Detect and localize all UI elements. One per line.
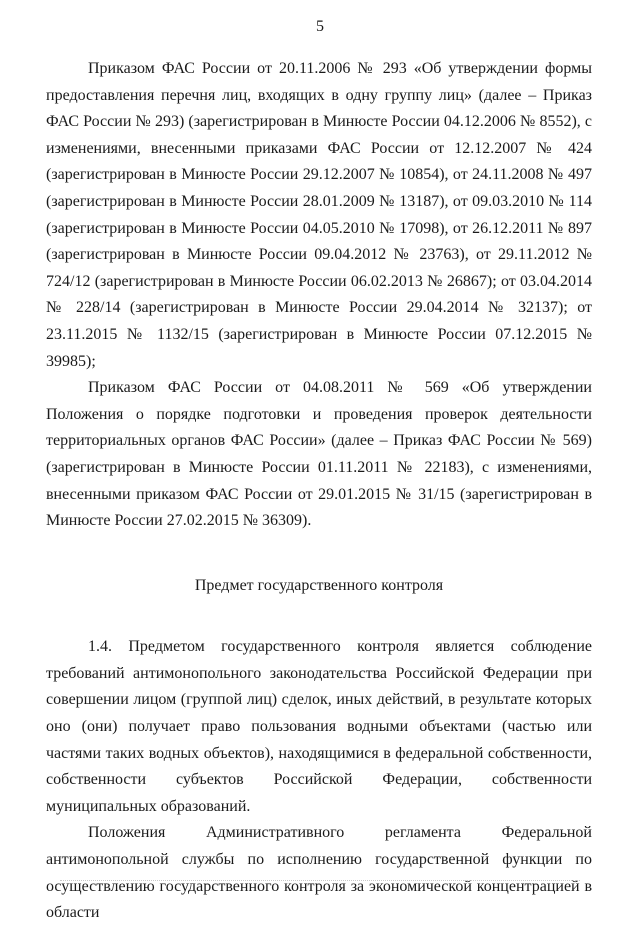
- paragraph-1-4: 1.4. Предметом государственного контроля является соблюдение требований антимонопольного законодательства Российской Федерации при совершении лицом (группой лиц) сделок, иных действий, в результате которых оно (они) получает право пользования водными объектами (частью или частями таких водных объектов), находящимися в федеральной собственности, собственности субъектов Российской Федерации, собственности муниципальных образований.: [46, 638, 592, 815]
- paragraph-order-569: Приказом ФАС России от 04.08.2011 № 569 «Об утверждении Положения о порядке подготовки и проведения проверок деятельности территориальных органов ФАС России» (далее – Приказ ФАС России № 569) (зарегистрирован в Минюсте России 01.11.2011 № 22183), с изменениями, внесенными приказом ФАС России от 29.01.2015 № 31/15 (зарегистрирован в Минюсте России 27.02.2015 № 36309).: [46, 379, 592, 530]
- paragraph-regulation-provisions: Положения Административного регламента Федеральной антимонопольной службы по исполнению государственной функции по осуществлению государственного контроля за экономической концентрацией в области: [46, 824, 592, 922]
- scan-artifact-line: [60, 880, 580, 885]
- paragraph-order-293: Приказом ФАС России от 20.11.2006 № 293 «Об утверждении формы предоставления перечня лиц, входящих в одну группу лиц» (далее – Приказ ФАС России № 293) (зарегистрирован в Минюсте России 04.12.2006 № 8552), с изменениями, внесенными приказами ФАС России от 12.12.2007 № 424 (зарегистрирован в Минюсте России 29.12.2007 № 10854), от 24.11.2008 № 497 (зарегистрирован в Минюсте России 28.01.2009 № 13187), от 09.03.2010 № 114 (зарегистрирован в Минюсте России 04.05.2010 № 17098), от 26.12.2011 № 897 (зарегистрирован в Минюсте России 09.04.2012 № 23763), от 29.11.2012 № 724/12 (зарегистрирован в Минюсте России 06.02.2013 № 26867); от 03.04.2014 № 228/14 (зарегистрирован в Минюсте России 29.04.2014 № 32137); от 23.11.2015 № 1132/15 (зарегистрирован в Минюсте России 07.12.2015 № 39985);: [46, 60, 592, 370]
- page-number: 5: [316, 18, 324, 35]
- section-heading: Предмет государственного контроля: [194, 576, 444, 594]
- document-body: [46, 56, 592, 927]
